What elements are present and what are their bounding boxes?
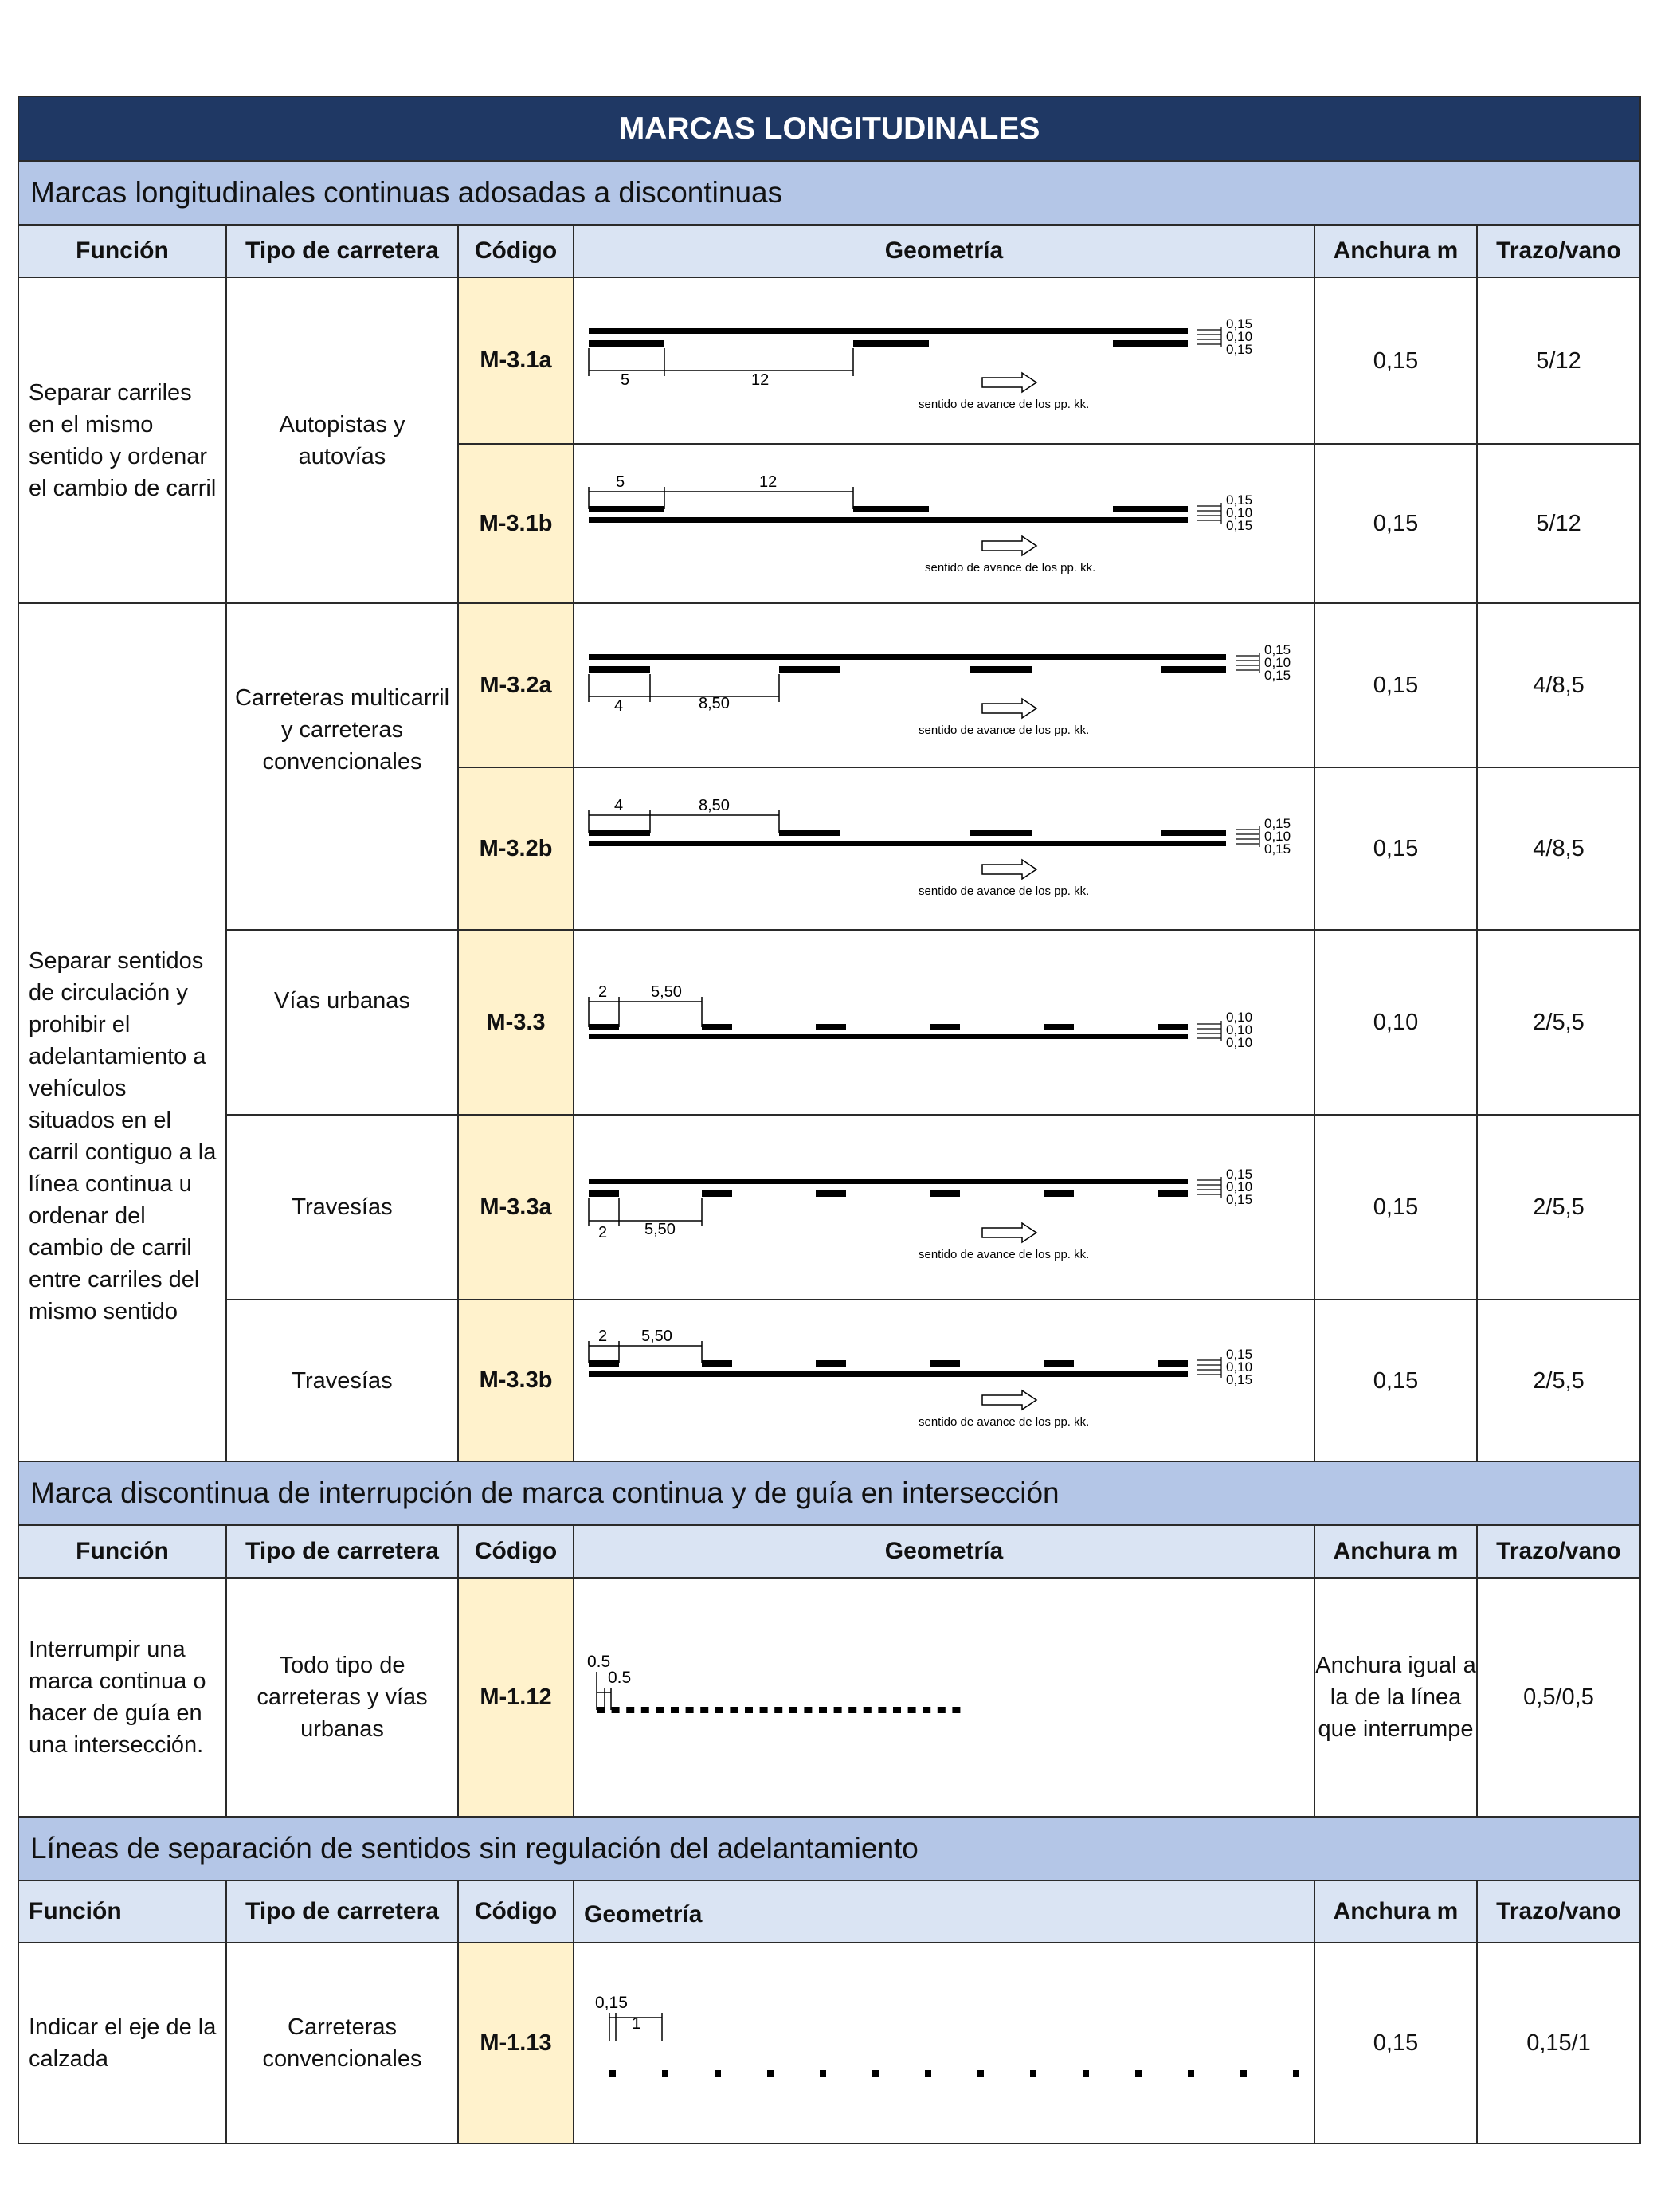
sentido-caption: sentido de avance de los pp. kk. (919, 884, 1090, 898)
codigo-cell: M-1.12 (458, 1578, 574, 1817)
dash-mark (597, 1707, 605, 1713)
tipo-carretera-cell: Travesías (226, 1300, 458, 1461)
table-title: MARCAS LONGITUDINALES (18, 96, 1640, 161)
dimension-vano: 8,50 (699, 797, 730, 814)
geometria-cell (574, 767, 1314, 930)
header-geometria: Geometría (574, 1881, 1314, 1943)
geometry-m-1-13 (574, 1944, 1312, 2142)
codigo-cell: M-1.13 (458, 1943, 574, 2143)
header-anchura: Anchura m (1314, 1525, 1477, 1578)
dimension-vano: 12 (751, 371, 770, 389)
sentido-caption: sentido de avance de los pp. kk. (919, 724, 1090, 737)
dash-mark (789, 1707, 797, 1713)
column-header-row (18, 1525, 1640, 1578)
section-title-continuas-adosadas: Marcas longitudinales continuas adosadas a discontinuas (18, 161, 1640, 225)
codigo-cell: M-3.3b (458, 1300, 574, 1461)
anchura-cell: 0,15 (1314, 1300, 1477, 1461)
dash-mark (878, 1707, 886, 1713)
table-row (18, 1115, 1640, 1300)
dash-mark (612, 1707, 620, 1713)
geometria-cell (574, 444, 1314, 603)
width-label-2: 0,10 (1226, 1022, 1253, 1037)
dimension-trazo: 0.5 (587, 1653, 611, 1671)
tipo-carretera-cell: Vías urbanas (226, 930, 458, 1115)
header-anchura: Anchura m (1314, 1881, 1477, 1943)
anchura-cell: Anchura igual a la de la línea que interrumpe (1314, 1578, 1477, 1817)
dimension-vano: 1 (632, 2014, 641, 2033)
trazo-vano-cell: 5/12 (1477, 444, 1640, 603)
dimension-trazo: 0,15 (595, 1994, 628, 2012)
direction-arrow-icon (982, 1390, 1036, 1410)
sentido-caption: sentido de avance de los pp. kk. (919, 1415, 1090, 1429)
trazo-vano-cell: 2/5,5 (1477, 1115, 1640, 1300)
dash-mark (1083, 2070, 1089, 2077)
width-label-3: 0,10 (1226, 1035, 1253, 1050)
anchura-cell: 0,15 (1314, 603, 1477, 767)
section-title-separacion-sentidos: Líneas de separación de sentidos sin regulación del adelantamiento (18, 1817, 1640, 1881)
tipo-carretera-cell: Autopistas y autovías (226, 277, 458, 603)
dash-mark (834, 1707, 842, 1713)
trazo-vano-cell: 4/8,5 (1477, 603, 1640, 767)
direction-arrow-icon (982, 699, 1036, 718)
trazo-vano-cell: 0,5/0,5 (1477, 1578, 1640, 1817)
dash-mark (715, 1707, 723, 1713)
dash-mark (715, 2070, 721, 2077)
dimension-trazo: 2 (598, 1328, 608, 1345)
dash-mark (774, 1707, 782, 1713)
codigo-cell: M-3.2b (458, 767, 574, 930)
sentido-caption: sentido de avance de los pp. kk. (919, 398, 1090, 411)
dash-mark (820, 2070, 826, 2077)
dimension-trazo: 5 (621, 371, 630, 389)
dash-mark (872, 2070, 879, 2077)
dimension-vano: 5,50 (651, 983, 682, 1001)
codigo-cell: M-3.1b (458, 444, 574, 603)
geometria-cell (574, 277, 1314, 444)
width-label-2: 0,10 (1264, 829, 1291, 844)
width-label-3: 0,15 (1264, 841, 1291, 857)
width-label-1: 0,15 (1264, 816, 1291, 831)
dash-mark (760, 1707, 768, 1713)
funcion-cell: Indicar el eje de la calzada (18, 1943, 226, 2143)
table-row (18, 1578, 1640, 1817)
dash-mark (1240, 2070, 1247, 2077)
dash-mark (923, 1707, 930, 1713)
geometry-m-3-2a (574, 605, 1312, 766)
header-geometria: Geometría (574, 1525, 1314, 1578)
dash-mark (938, 1707, 946, 1713)
header-trazo-vano: Trazo/vano (1477, 1881, 1640, 1943)
section-title-interrupcion: Marca discontinua de interrupción de marca continua y de guía en intersección (18, 1461, 1640, 1525)
tipo-carretera-cell: Carreteras convencionales (226, 1943, 458, 2143)
trazo-vano-cell: 0,15/1 (1477, 1943, 1640, 2143)
dash-mark (908, 1707, 916, 1713)
header-anchura: Anchura m (1314, 225, 1477, 277)
geometry-m-3-2b (574, 769, 1312, 928)
header-trazo-vano: Trazo/vano (1477, 1525, 1640, 1578)
width-label-1: 0,10 (1226, 1010, 1253, 1025)
sentido-caption: sentido de avance de los pp. kk. (919, 1248, 1090, 1261)
dash-mark (893, 1707, 901, 1713)
dash-mark (671, 1707, 679, 1713)
codigo-cell: M-3.3 (458, 930, 574, 1115)
header-tipo-carretera: Tipo de carretera (226, 1881, 458, 1943)
tipo-carretera-cell: Carreteras multicarril y carreteras convencionales (226, 603, 458, 930)
dash-mark (609, 2070, 616, 2077)
table-row (18, 1943, 1640, 2143)
column-header-row (18, 225, 1640, 277)
dash-mark (1188, 2070, 1194, 2077)
width-label-2: 0,10 (1226, 1359, 1253, 1375)
table-row (18, 603, 1640, 767)
geometry-m-3-3a (574, 1116, 1312, 1298)
width-label-1: 0,15 (1226, 1347, 1253, 1362)
direction-arrow-icon (982, 860, 1036, 879)
geometria-cell (574, 1300, 1314, 1461)
dimension-trazo: 4 (614, 697, 624, 715)
dash-mark (819, 1707, 827, 1713)
codigo-cell: M-3.3a (458, 1115, 574, 1300)
dash-mark (641, 1707, 649, 1713)
width-label-3: 0,15 (1226, 342, 1253, 357)
direction-arrow-icon (982, 536, 1036, 555)
header-tipo-carretera: Tipo de carretera (226, 1525, 458, 1578)
tipo-carretera-cell: Todo tipo de carreteras y vías urbanas (226, 1578, 458, 1817)
direction-arrow-icon (982, 1223, 1036, 1242)
dimension-vano: 0.5 (608, 1669, 632, 1687)
funcion-cell: Interrumpir una marca continua o hacer de guía en una intersección. (18, 1578, 226, 1817)
trazo-vano-cell: 4/8,5 (1477, 767, 1640, 930)
table-row (18, 930, 1640, 1115)
dash-mark (925, 2070, 931, 2077)
funcion-cell: Separar sentidos de circulación y prohibir el adelantamiento a vehículos situados en el carril contiguo a la línea continua u ordenar del cambio de carril entre carriles del mismo sentido (18, 603, 226, 1461)
anchura-cell: 0,15 (1314, 277, 1477, 444)
width-label-2: 0,10 (1226, 329, 1253, 344)
dash-mark (1135, 2070, 1142, 2077)
dash-mark (952, 1707, 960, 1713)
header-funcion: Función (18, 1881, 226, 1943)
header-codigo: Código (458, 1881, 574, 1943)
dash-mark (977, 2070, 984, 2077)
dash-mark (686, 1707, 694, 1713)
anchura-cell: 0,15 (1314, 1115, 1477, 1300)
trazo-vano-cell: 2/5,5 (1477, 930, 1640, 1115)
dash-mark (1030, 2070, 1036, 2077)
width-label-2: 0,10 (1226, 505, 1253, 520)
width-label-1: 0,15 (1226, 1167, 1253, 1182)
trazo-vano-cell: 5/12 (1477, 277, 1640, 444)
codigo-cell: M-3.2a (458, 603, 574, 767)
funcion-cell: Separar carriles en el mismo sentido y ordenar el cambio de carril (18, 277, 226, 603)
geometria-cell (574, 1115, 1314, 1300)
anchura-cell: 0,15 (1314, 767, 1477, 930)
geometria-cell (574, 930, 1314, 1115)
header-tipo-carretera: Tipo de carretera (226, 225, 458, 277)
dash-mark (1293, 2070, 1299, 2077)
dash-mark (656, 1707, 664, 1713)
dimension-trazo: 2 (598, 1224, 608, 1241)
header-geometria: Geometría (574, 225, 1314, 277)
dimension-vano: 5,50 (644, 1221, 676, 1238)
geometry-m-3-1b (574, 445, 1312, 602)
geometria-cell (574, 1943, 1314, 2143)
dimension-vano: 12 (759, 473, 778, 491)
dash-mark (848, 1707, 856, 1713)
direction-arrow-icon (982, 373, 1036, 392)
width-label-3: 0,15 (1226, 518, 1253, 533)
anchura-cell: 0,15 (1314, 1943, 1477, 2143)
dash-mark (804, 1707, 812, 1713)
anchura-cell: 0,10 (1314, 930, 1477, 1115)
width-label-3: 0,15 (1226, 1192, 1253, 1207)
table-row (18, 277, 1640, 444)
marcas-table (18, 96, 1641, 2144)
geometry-m-1-12 (574, 1579, 1312, 1815)
dash-mark (745, 1707, 753, 1713)
width-label-1: 0,15 (1264, 642, 1291, 657)
dash-mark (626, 1707, 634, 1713)
geometry-m-3-1a (574, 279, 1312, 442)
width-label-2: 0,10 (1264, 655, 1291, 670)
tipo-carretera-cell: Travesías (226, 1115, 458, 1300)
header-codigo: Código (458, 225, 574, 277)
dash-mark (730, 1707, 738, 1713)
dash-mark (864, 1707, 872, 1713)
geometry-m-3-3 (574, 931, 1312, 1113)
codigo-cell: M-3.1a (458, 277, 574, 444)
column-header-row (18, 1881, 1640, 1943)
width-label-2: 0,10 (1226, 1179, 1253, 1194)
sentido-caption: sentido de avance de los pp. kk. (925, 561, 1096, 575)
width-label-1: 0,15 (1226, 492, 1253, 508)
trazo-vano-cell: 2/5,5 (1477, 1300, 1640, 1461)
marcas-table-sheet (18, 96, 1639, 2144)
dash-mark (700, 1707, 708, 1713)
geometry-m-3-3b (574, 1301, 1312, 1460)
width-label-1: 0,15 (1226, 316, 1253, 331)
anchura-cell: 0,15 (1314, 444, 1477, 603)
dash-mark (767, 2070, 774, 2077)
width-label-3: 0,15 (1226, 1372, 1253, 1387)
geometria-cell (574, 1578, 1314, 1817)
dimension-vano: 5,50 (641, 1328, 672, 1345)
table-row (18, 1300, 1640, 1461)
header-funcion: Función (18, 225, 226, 277)
header-codigo: Código (458, 1525, 574, 1578)
dimension-vano: 8,50 (699, 695, 730, 712)
dimension-trazo: 4 (614, 797, 624, 814)
dimension-trazo: 2 (598, 983, 608, 1001)
dimension-trazo: 5 (616, 473, 625, 491)
header-funcion: Función (18, 1525, 226, 1578)
dash-mark (662, 2070, 668, 2077)
header-trazo-vano: Trazo/vano (1477, 225, 1640, 277)
geometria-cell (574, 603, 1314, 767)
width-label-3: 0,15 (1264, 668, 1291, 683)
